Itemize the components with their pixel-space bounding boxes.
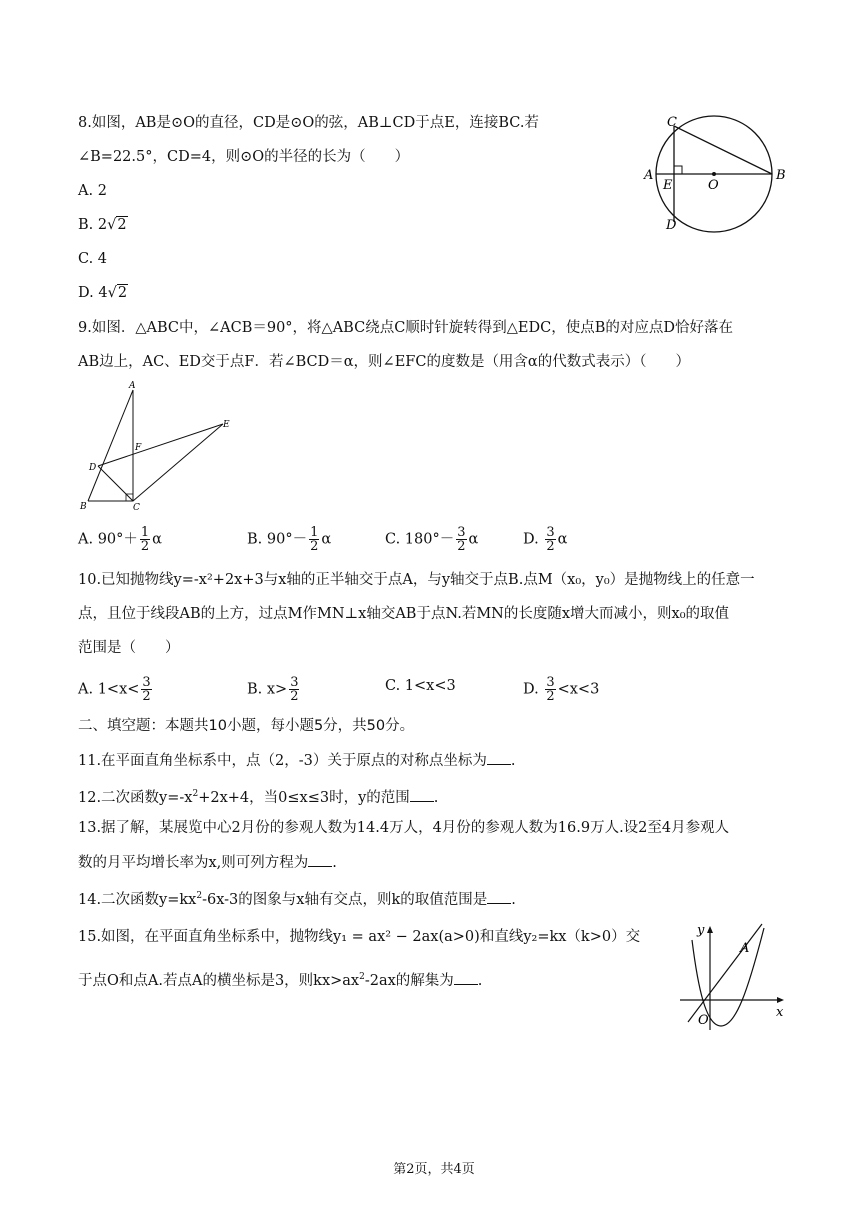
label-o: O — [698, 1013, 709, 1028]
fraction: $\frac{3}{2}$ — [457, 525, 466, 554]
label-y: y — [697, 923, 705, 938]
q10-option-b — [247, 676, 301, 703]
fraction: $\frac{3}{2}$ — [290, 675, 299, 704]
q10-line3: 范围是（ ） — [78, 640, 180, 656]
q10-option-a — [78, 676, 154, 703]
label-d: D — [666, 218, 677, 233]
sqrt-symbol: √2 — [107, 285, 128, 301]
sqrt-symbol: √2 — [107, 217, 127, 233]
q9-triangle-figure — [76, 378, 236, 513]
q13-line2: 数的月平均增长率为x,则可列方程为 . — [78, 852, 337, 873]
q15-line2-post: -2ax的解集为 — [364, 972, 454, 989]
fraction: $\frac{3}{2}$ — [142, 675, 151, 704]
q9-option-c — [385, 526, 478, 553]
q9-option-a-pre: A. 90°＋ — [78, 531, 138, 548]
q9-line2: AB边上，AC、ED交于点F．若∠BCD＝α，则∠EFC的度数是（用含α的代数式表示）（ ） — [78, 354, 690, 370]
q15-line2-pre: 于点O和点A.若点A的横坐标是3，则kx>ax — [78, 972, 360, 989]
q13-line2-text: 数的月平均增长率为x,则可列方程为 — [78, 855, 309, 871]
q11-text: 11.在平面直角坐标系中，点（2，-3）关于原点的对称点坐标为 — [78, 753, 487, 769]
label-c: C — [133, 503, 140, 513]
q10-option-d-pre: D. — [523, 681, 544, 698]
fraction: $\frac{1}{2}$ — [140, 525, 150, 554]
label-a: A — [740, 941, 750, 956]
label-d: D — [89, 463, 97, 473]
fraction: $\frac{3}{2}$ — [546, 675, 555, 704]
q8-option-d-text: D. 4 — [78, 285, 108, 301]
label-c: C — [667, 115, 677, 130]
label-b: B — [776, 168, 786, 183]
q14-post: -6x-3的图象与x轴有交点，则k的取值范围是 — [202, 891, 488, 908]
q14: 14.二次函数$y=kx^2-6x-3$的图象与x轴有交点，则k的取值范围是 . — [78, 886, 516, 910]
answer-blank — [487, 750, 511, 765]
q8-line1: 8.如图，AB是⊙O的直径，CD是⊙O的弦，AB⊥CD于点E，连接BC.若 — [78, 115, 539, 131]
q15-line2: 于点O和点A.若点A的横坐标是3，则$kx>ax^2-2ax$的解集为 . — [78, 967, 482, 991]
label-f: F — [135, 443, 142, 453]
q8-circle-figure — [636, 108, 796, 238]
fraction: $\frac{3}{2}$ — [546, 525, 555, 554]
label-e: E — [223, 420, 230, 430]
q10-option-b-pre: B. x> — [247, 681, 288, 698]
q9-option-c-pre: C. 180°－ — [385, 531, 455, 548]
label-e: E — [663, 178, 673, 193]
answer-blank — [487, 889, 511, 904]
q8-option-c: C. 4 — [78, 251, 108, 267]
page-footer: 第2页，共4页 — [393, 1162, 475, 1177]
q12-pre: 12.二次函数y=-x — [78, 789, 193, 806]
q12-post: +2x+4，当0≤x≤3时，y的范围 — [198, 789, 410, 806]
q10-option-d — [523, 676, 599, 703]
q10-option-d-post: <x<3 — [557, 681, 600, 698]
label-a: A — [129, 381, 136, 391]
answer-blank — [454, 970, 478, 985]
q14-pre: 14.二次函数y=kx — [78, 891, 197, 908]
q9-option-d-pre: D. — [523, 531, 544, 548]
label-a: A — [644, 168, 654, 183]
q8-line2: ∠B=22.5°，CD=4，则⊙O的半径的长为（ ） — [78, 149, 410, 165]
q10-line1: 10.已知抛物线y=-x²+2x+3与x轴的正半轴交于点A，与y轴交于点B.点M（x₀，y₀）是抛物线上的任意一 — [78, 572, 755, 588]
q10-option-c: C. 1<x<3 — [385, 678, 456, 694]
q8-option-d — [78, 283, 128, 303]
fraction: $\frac{1}{2}$ — [310, 525, 319, 554]
q9-option-b — [247, 526, 331, 553]
q9-option-a-post: α — [152, 531, 162, 548]
q9-option-b-post: α — [321, 531, 332, 548]
q9-line1: 9.如图．△ABC中，∠ACB＝90°，将△ABC绕点C顺时针旋转得到△EDC，使点B的对应点D恰好落在 — [78, 320, 734, 336]
q9-option-c-post: α — [468, 531, 479, 548]
q8-option-b — [78, 215, 128, 235]
q11: 11.在平面直角坐标系中，点（2，-3）关于原点的对称点坐标为 . — [78, 750, 516, 771]
q9-option-d-post: α — [557, 531, 568, 548]
q10-line2: 点，且位于线段AB的上方，过点M作MN⊥x轴交AB于点N.若MN的长度随x增大而减小，则x₀的取值 — [78, 606, 730, 622]
label-b: B — [80, 502, 87, 512]
answer-blank — [308, 852, 332, 867]
q8-option-a: A. 2 — [78, 183, 107, 199]
q9-option-a — [78, 526, 162, 553]
answer-blank — [410, 787, 434, 802]
q9-option-b-pre: B. 90°－ — [247, 531, 308, 548]
q12: 12.二次函数$y=-x^2+2x+4$，当0≤x≤3时，y的范围 . — [78, 784, 438, 808]
q15-graph-figure — [676, 918, 791, 1033]
label-o: O — [708, 178, 719, 193]
label-x: x — [776, 1005, 784, 1020]
q10-option-a-pre: A. 1<x< — [78, 681, 140, 698]
q13-line1: 13.据了解，某展览中心2月份的参观人数为14.4万人，4月份的参观人数为16.9万人.设2至4月参观人 — [78, 820, 730, 836]
q8-option-b-text: B. 2 — [78, 217, 108, 233]
q9-option-d — [523, 526, 567, 553]
section-heading: 二、填空题：本题共10小题，每小题5分，共50分。 — [78, 718, 415, 734]
q15-line1: 15.如图，在平面直角坐标系中，抛物线y₁ = ax² − 2ax(a>0)和直线y₂=kx（k>0）交 — [78, 929, 641, 945]
